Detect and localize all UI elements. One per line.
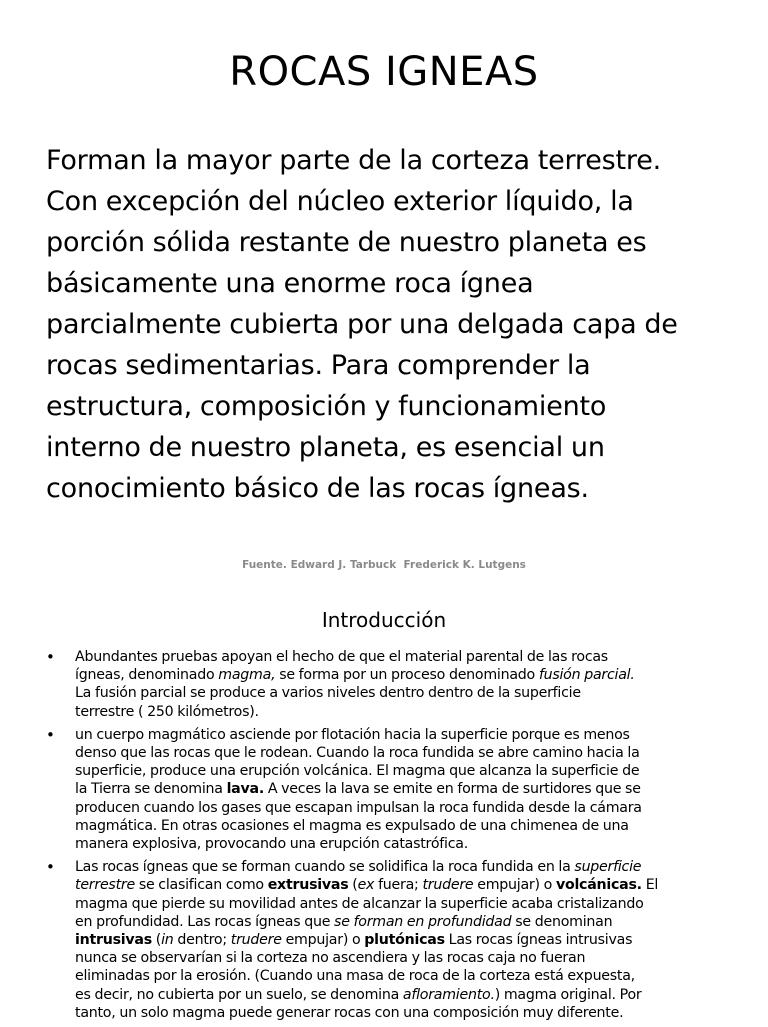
text-run: empujar) o <box>281 932 365 949</box>
bullet-item <box>0 648 768 721</box>
bullet-line <box>75 726 768 744</box>
bullet-line <box>75 762 768 780</box>
text-run: denso que las rocas que le rodean. Cuando la roca fundida se abre camino hacia la <box>75 745 640 762</box>
bullet-line <box>75 949 768 967</box>
bullet-line <box>75 744 768 762</box>
text-run: El <box>641 877 659 894</box>
text-run: se clasifican como <box>134 877 268 894</box>
text-run: empujar) o <box>473 877 556 894</box>
source-citation: Fuente. Edward J. Tarbuck Frederick K. Lutgens <box>242 559 526 571</box>
bullet-line <box>75 799 768 817</box>
section-heading: Introducción <box>321 608 447 632</box>
italic-term: trudere <box>422 877 474 894</box>
italic-term: trudere <box>230 932 282 949</box>
bullet-line <box>75 684 768 702</box>
text-run: fuera; <box>374 877 423 894</box>
text-run: en profundidad. Las rocas ígneas que <box>75 913 335 930</box>
text-run: La fusión parcial se produce a varios niveles dentro dentro de la superficie <box>75 685 581 702</box>
text-run: ( <box>348 877 358 894</box>
text-run: A veces la lava se emite en forma de surtidores que se <box>263 781 641 798</box>
bold-term: volcánicas. <box>555 877 642 894</box>
intro-line: Con excepción del núcleo exterior líquido, la <box>46 186 634 217</box>
text-run: la Tierra se denomina <box>75 781 227 798</box>
intro-line: interno de nuestro planeta, es esencial un <box>46 432 605 463</box>
bullet-line <box>75 913 768 931</box>
bullet-line <box>75 703 768 721</box>
text-run: Abundantes pruebas apoyan el hecho de que el material parental de las rocas <box>75 649 608 665</box>
bullet-line <box>75 780 768 798</box>
text-run: superficie, produce una erupción volcánica. El magma que alcanza la superficie de <box>75 763 640 780</box>
text-run: Las rocas ígneas intrusivas <box>444 932 633 949</box>
bullet-line <box>75 967 768 985</box>
bold-term: extrusivas <box>267 877 349 894</box>
intro-line: porción sólida restante de nuestro planeta es <box>46 227 647 258</box>
text-run: magmática. En otras ocasiones el magma es expulsado de una chimenea de una <box>75 817 629 834</box>
bullet-line <box>75 858 768 876</box>
text-run: eliminadas por la erosión. (Cuando una masa de roca de la corteza está expuesta, <box>75 968 635 985</box>
bullet-list <box>0 648 768 1027</box>
text-run: se forma por un proceso denominado <box>275 667 539 684</box>
bullet-line <box>75 895 768 913</box>
text-run: terrestre ( 250 kilómetros). <box>75 703 259 720</box>
intro-line: parcialmente cubierta por una delgada capa de <box>46 309 678 340</box>
text-run: ) magma original. Por <box>494 986 642 1003</box>
text-run: nunca se observarían si la corteza no ascendiera y las rocas caja no fueran <box>75 950 586 967</box>
bullet-line <box>75 1004 768 1022</box>
italic-term: fusión parcial. <box>538 667 635 684</box>
text-run: un cuerpo magmático asciende por flotación hacia la superficie porque es menos <box>75 726 630 743</box>
text-run: dentro; <box>173 932 231 949</box>
bullet-line <box>75 835 768 853</box>
text-run: magma que pierde su movilidad antes de alcanzar la superficie acaba cristalizando <box>75 895 644 912</box>
intro-paragraph <box>46 140 736 509</box>
bullet-line <box>75 666 768 684</box>
text-run: manera explosiva, provocando una erupción catastrófica. <box>75 836 468 853</box>
intro-line: básicamente una enorme roca ígnea <box>46 268 534 299</box>
bullet-line <box>75 817 768 835</box>
text-run: se denominan <box>511 913 613 930</box>
bold-term: intrusivas <box>75 932 152 949</box>
italic-term: superficie <box>574 859 642 876</box>
bold-term: lava. <box>226 781 264 798</box>
text-run: tanto, un solo magma puede generar rocas con una composición muy diferente. <box>75 1004 624 1021</box>
intro-line: Forman la mayor parte de la corteza terrestre. <box>46 145 661 176</box>
text-run: ( <box>151 932 162 949</box>
bullet-marker: • <box>46 725 55 744</box>
bullet-line <box>75 931 768 949</box>
italic-term: ex <box>357 877 375 894</box>
bullet-line <box>75 648 768 666</box>
italic-term: terrestre <box>75 877 135 894</box>
bullet-item <box>0 726 768 853</box>
intro-line: conocimiento básico de las rocas ígneas. <box>46 473 589 504</box>
bullet-line <box>75 986 768 1004</box>
text-run: es decir, no cubierta por un suelo, se denomina <box>75 986 403 1003</box>
italic-term: in <box>161 932 174 949</box>
bullet-line <box>75 876 768 894</box>
text-run: ígneas, denominado <box>75 667 219 684</box>
italic-term: magma, <box>218 667 276 684</box>
text-run: Las rocas ígneas que se forman cuando se solidifica la roca fundida en la <box>75 859 575 876</box>
bold-term: plutónicas <box>364 932 445 949</box>
text-run: producen cuando los gases que escapan impulsan la roca fundida desde la cámara <box>75 799 642 816</box>
bullet-marker: • <box>46 648 55 666</box>
intro-line: estructura, composición y funcionamiento <box>46 391 607 422</box>
italic-term: afloramiento. <box>402 986 495 1003</box>
intro-line: rocas sedimentarias. Para comprender la <box>46 350 591 381</box>
slide-title: ROCAS IGNEAS <box>229 49 539 95</box>
bullet-item <box>0 858 768 1022</box>
italic-term: se forman en profundidad <box>334 913 512 930</box>
bullet-marker: • <box>46 858 55 877</box>
